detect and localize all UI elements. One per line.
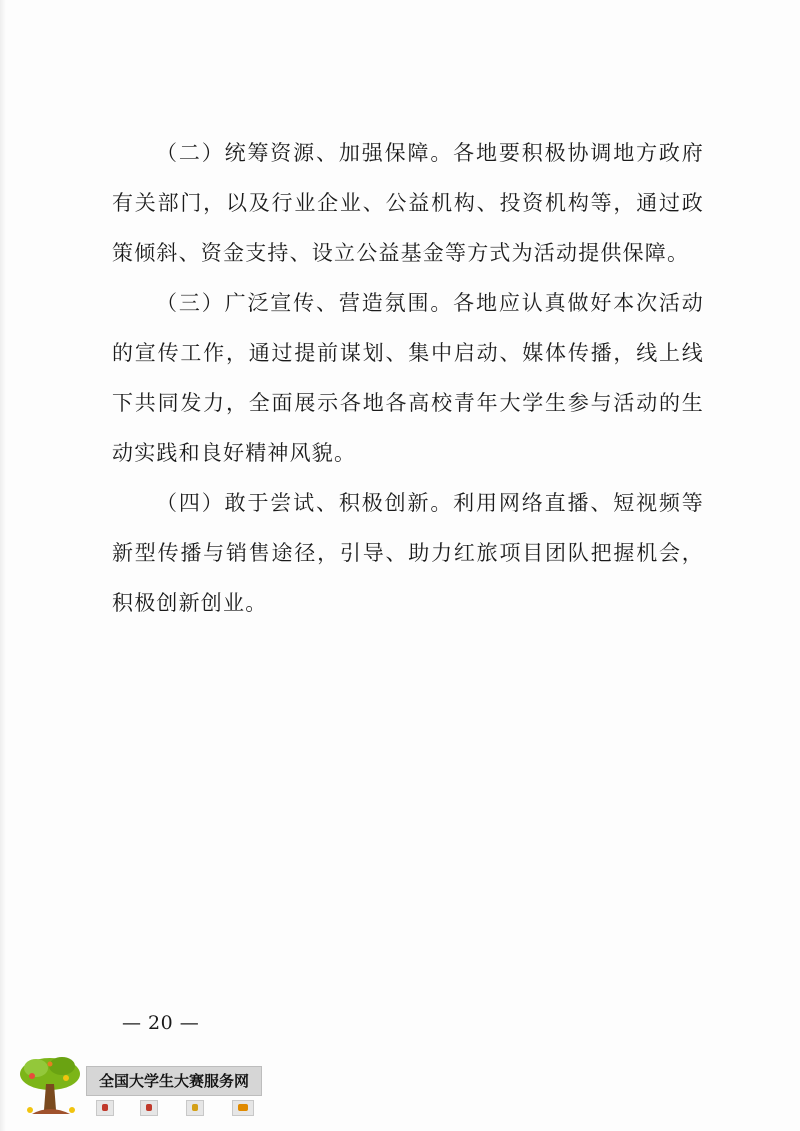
site-name-banner: 全国大学生大赛服务网 bbox=[86, 1066, 262, 1096]
site-watermark bbox=[12, 1052, 262, 1122]
person-icon bbox=[96, 1100, 114, 1116]
tree-logo-icon bbox=[12, 1052, 88, 1120]
badge-icon bbox=[232, 1100, 254, 1116]
trophy-icon bbox=[186, 1100, 204, 1116]
document-body bbox=[112, 128, 704, 628]
paragraph-publicity: （三）广泛宣传、营造氛围。各地应认真做好本次活动的宣传工作，通过提前谋划、集中启动、媒体传播，线上线下共同发力，全面展示各地各高校青年大学生参与活动的生动实践和良好精神风貌。 bbox=[112, 291, 704, 465]
page-number: — 20 — bbox=[122, 1012, 200, 1034]
watermark-icon-row bbox=[90, 1100, 260, 1116]
paragraph-innovation: （四）敢于尝试、积极创新。利用网络直播、短视频等新型传播与销售途径，引导、助力红旅项目团队把握机会，积极创新创业。 bbox=[112, 491, 704, 615]
person-icon bbox=[140, 1100, 158, 1116]
scan-edge bbox=[0, 0, 6, 1131]
paragraph-resources: （二）统筹资源、加强保障。各地要积极协调地方政府有关部门，以及行业企业、公益机构、投资机构等，通过政策倾斜、资金支持、设立公益基金等方式为活动提供保障。 bbox=[112, 141, 704, 265]
